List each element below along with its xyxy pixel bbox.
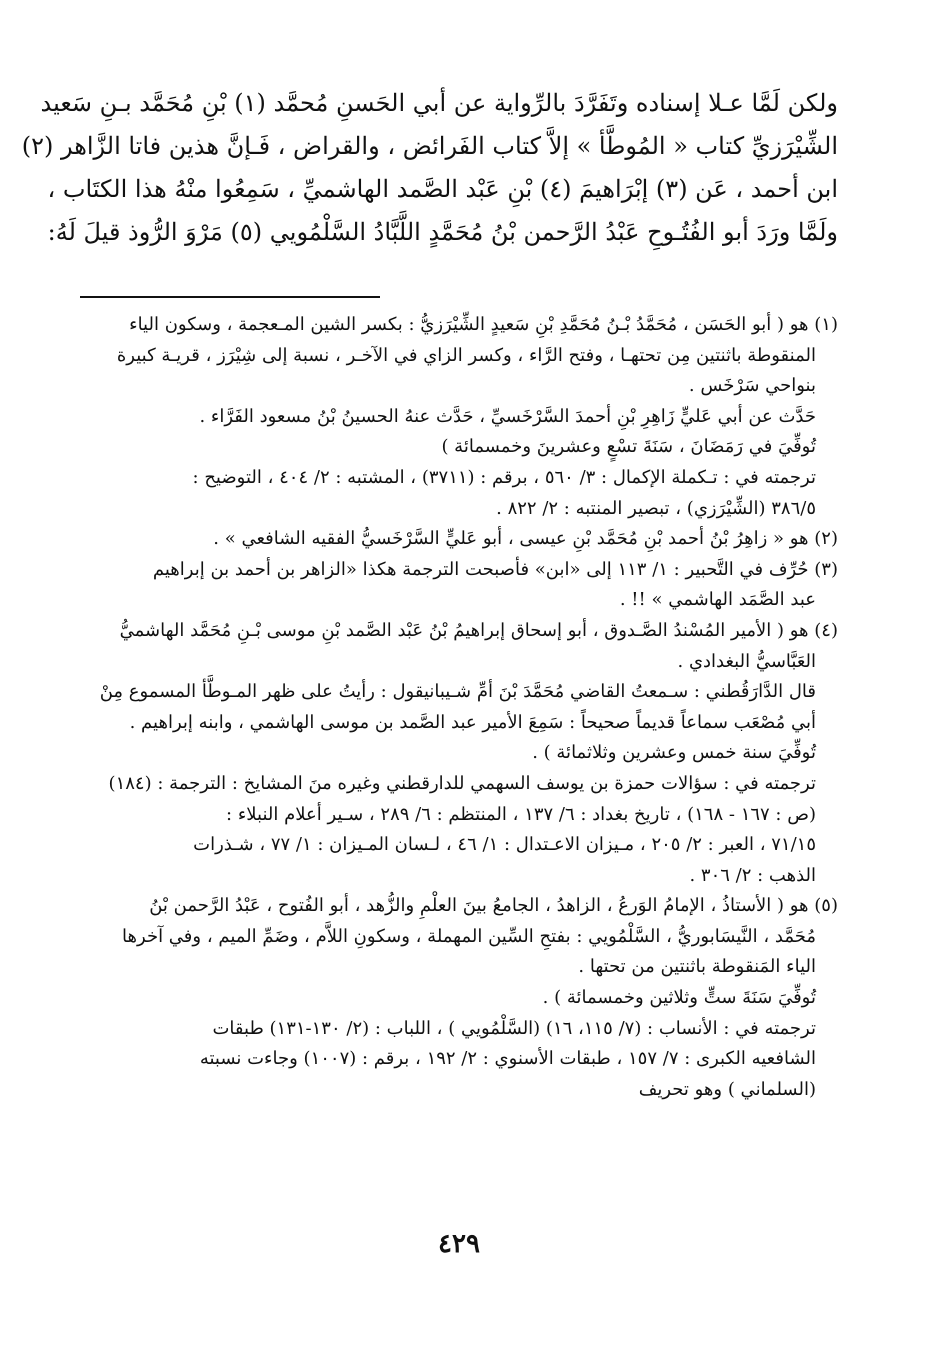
footnote-line: تُوفِّيَ سَنَةَ ستٍّ وثلاثين وخمسمائة ) . [542,987,816,1009]
footnote-line: الشافعيه الكبرى : ٧/ ١٥٧ ، طبقات الأسنوي : ٢/ ١٩٢ ، برقم : (١٠٠٧) وجاءت نسبته [199,1048,816,1070]
footnote-line: مُحَمَّد ، النَّيسَابوريُّ ، السَّلْمُويي : بفتحِ السِّين المهملة ، وسكونِ اللاَّم ، وضَمِّ الميم ، وفي آخرها [122,925,816,947]
footnote-line: عبد الصَّمَد الهاشمي » !! . [619,589,816,611]
footnote-line: تُوفِّيَ في رَمَضَانَ ، سَنَةَ تسْعٍ وعشرينَ وخمسمائة ) [441,436,816,458]
page-number: ٤٢٩ [438,1229,480,1259]
footnote-line: الياء المَنقوطة باثنتين من تحتها . [578,956,816,978]
footnote-line: تُوفِّيَ سنة خمس وعشرين وثلاثمائة ) . [532,742,816,764]
footnote-line: (ص : ١٦٧ - ١٦٨) ، تاريخ بغداد : ٦/ ١٣٧ ، المنتظم : ٦/ ٢٨٩ ، سـير أعلام النبلاء : [226,803,816,825]
footnote-line: (٤) هو ( الأمير المُسْندُ الصَّـدوق ، أبو إسحاق إبراهيمُ بْنُ عَبْد الصَّمد بْنِ موسى بْـنِ مُحَمَّد الهاشميُّ [119,619,838,641]
footnote-divider [80,296,380,298]
footnote-line: ترجمته في : الأنساب : (٧/ ١١٥، ١٦) (السَّلْمُويي ) ، اللباب : (٢/ ١٣٠-١٣١) طبقات [212,1017,816,1039]
main-text-line: ولكن لَمَّا عـلا إسناده وتَفَرَّدَ بالرِّواية عن أبي الحَسنِ مُحمَّد (١) بْنِ مُحَمَّد بـنِ سَعيد [40,89,838,117]
main-text-line: ابن أحمد ، عَن (٣) إبْرَاهيمَ (٤) بْنِ عَبْد الصَّمد الهاشميِّ ، سَمِعُوا منْهُ هذا الكتَاب ، [47,175,838,203]
footnote-line: الذهب : ٢/ ٣٠٦ . [689,864,816,886]
footnote-line: (٣) حُرِّف في التَّحبير : ١/ ١١٣ إلى «ابن» فأصبحت الترجمة هكذا «الزاهر بن أحمد بن إبراهيم [152,558,838,580]
main-text-line: ولَمَّا ورَدَ أبو الفُتُـوحِ عَبْدُ الرَّحمن بْنُ مُحَمَّدٍ اللَّبَّادُ السَّلْمُويي (٥) مَرْوَ الرُّوذ قيلَ لَهُ: [47,218,838,246]
footnote-line: العَبَّاسيُّ البغدادي . [677,650,816,672]
document-page [21,82,838,1322]
footnote-line: (٥) هو ( الأستاذُ ، الإمامُ الوَرعُ ، الزاهدُ ، الجامعُ بينَ العلْمِ والزُّهد ، أبو الفُتوح ، عَبْدُ الرَّحمن بْنُ [149,895,838,917]
footnote-line: بنواحي سَرْخَس . [688,375,816,397]
footnote-line: (السلماني ) وهو تحريف [638,1078,816,1100]
footnote-line: أبي مُصْعَب سماعاً قديماً صحيحاً : سَمِعَ الأمير عبد الصَّمد بن موسى الهاشمي ، وابنه إبراهيم . [129,711,816,733]
footnote-line: ٧١/١٥ ، العبر : ٢/ ٢٠٥ ، مـيزان الاعـتدال : ١/ ٤٦ ، لـسان المـيزان : ١/ ٧٧ ، شـذرات [193,834,816,856]
main-text-line: الشِّيْرَزيِّ كتاب « المُوطَّأ » إلاَّ كتاب الفَرائض ، والقراض ، فَـإنَّ هذين فاتا الزَّاهر (٢) [21,132,838,160]
footnote-line: المنقوطة باثنتين مِن تحتهـا ، وفتح الرَّاء ، وكسر الزاي في الآخـر ، نسبة إلى شِيْرَز ، قريـة كبيرة [116,344,816,366]
footnote-line: (١) هو ( أبو الحَسَن ، مُحَمَّدُ بْـنُ مُحَمَّدِ بْنِ سَعيدٍ الشِّيْرَزيُّ : بكسر الشين المـعجمة ، وسكون الياء [129,314,838,335]
footnotes-block [80,310,838,1105]
footnote-line: ترجمته في : تـكملة الإكمال : ٣/ ٥٦٠ ، برقم : (٣٧١١) ، المشتبه : ٢/ ٤٠٤ ، التوضيح : [192,466,816,488]
footnote-line: ترجمته في : سؤالات حمزة بن يوسف السهمي للدارقطني وغيره منَ المشايخ : الترجمة : (١٨٤) [108,772,816,794]
footnote-line: (٢) هو « زاهِرُ بْنُ أحمد بْنِ مُحَمَّد بْنِ عيسى ، أبو عَليٍّ السَّرْخَسيُّ الفقيه الشافعي » . [213,528,838,550]
footnote-line: قال الدَّارَقُطني : سـمعتُ القاضي مُحَمَّدَ بْنَ أمِّ شـيبانيقول : رأيتُ على ظهر المـوطَّأ المسموع مِنْ [99,681,816,703]
main-text-block [21,82,838,254]
footnote-line: ٣٨٦/٥ (الشِّيْرَزي) ، تبصير المنتبه : ٢/ ٨٢٢ . [496,497,816,519]
footnote-line: حَدَّث عن أبي عَليٍّ زَاهِرِ بْنِ أحمدَ السَّرْخَسيِّ ، حَدَّث عنهُ الحسينُ بْنُ مسعود الفَرَّاء . [199,405,816,427]
